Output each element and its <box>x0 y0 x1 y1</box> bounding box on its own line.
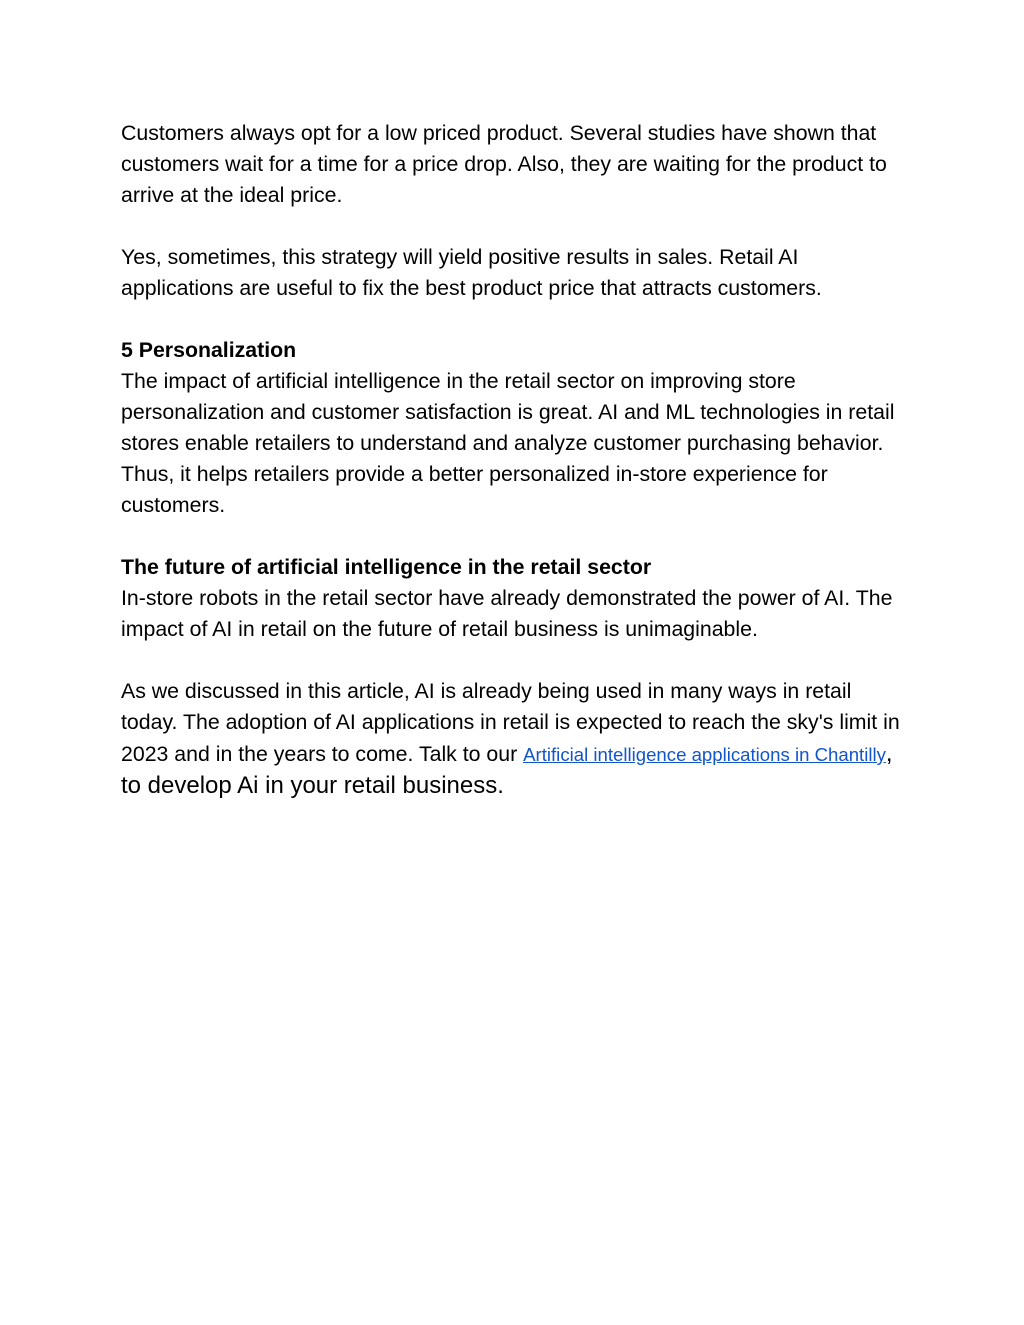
closing-paragraph <box>121 676 911 802</box>
document-page <box>121 118 911 833</box>
personalization-section <box>121 335 911 521</box>
pricing-paragraph: Yes, sometimes, this strategy will yield positive results in sales. Retail AI applications are useful to fix the best product price that attracts customers. <box>121 245 822 300</box>
closing-tail-text: , to develop Ai in your retail business. <box>121 740 893 799</box>
future-heading: The future of artificial intelligence in the retail sector <box>121 555 652 579</box>
intro-paragraph: Customers always opt for a low priced product. Several studies have shown that customers wait for a time for a price drop. Also, they are waiting for the product to arrive at the ideal price. <box>121 121 887 207</box>
personalization-body: The impact of artificial intelligence in the retail sector on improving store personalization and customer satisfaction is great. AI and ML technologies in retail stores enable retailers to understand and analyze customer purchasing behavior. Thus, it helps retailers provide a better personalized in-store experience for customers. <box>121 369 895 517</box>
personalization-heading: 5 Personalization <box>121 338 297 362</box>
future-body: In-store robots in the retail sector have already demonstrated the power of AI. The impact of AI in retail on the future of retail business is unimaginable. <box>121 586 893 641</box>
future-section <box>121 552 911 645</box>
closing-text: As we discussed in this article, AI is already being used in many ways in retail today. The adoption of AI applications in retail is expected to reach the sky's limit in 2023 and in the years to come. Talk to our <box>121 679 900 766</box>
chantilly-ai-link[interactable]: Artificial intelligence applications in Chantilly <box>523 744 886 765</box>
